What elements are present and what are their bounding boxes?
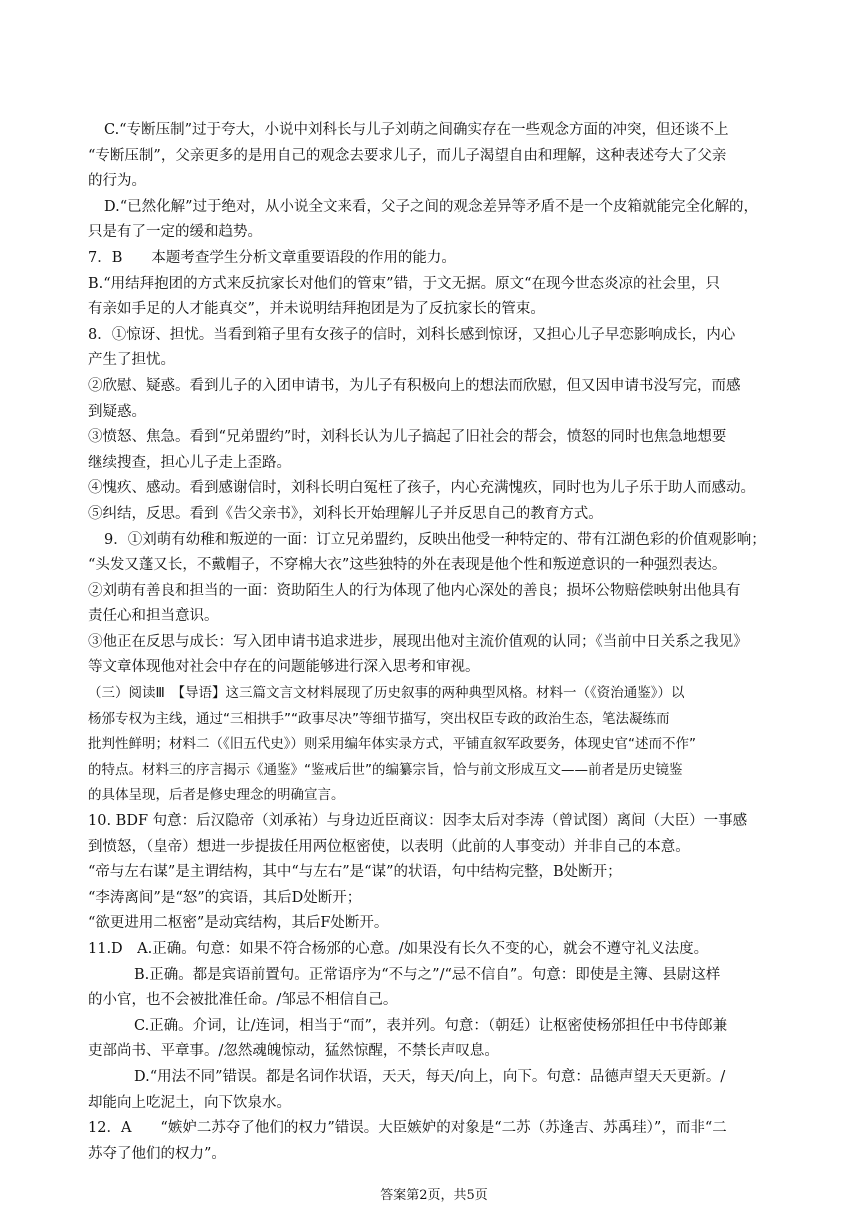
answer-line-8: 8．①惊讶、担忧。当看到箱子里有女孩子的信时，刘科长感到惊讶，又担心儿子早恋影响成长，内心 — [88, 326, 736, 343]
answer-line-7b: B.“用结拜抱团的方式来反抗家长对他们的管束”错，于文无据。原文“在现今世态炎凉的社会里，只 — [88, 275, 720, 292]
answer-line-7b-cont: 有亲如手足的人才能真交”，并未说明结拜抱团是为了反抗家长的管束。 — [88, 301, 545, 318]
answer-line-6d: D.“已然化解”过于绝对，从小说全文来看，父子之间的观念差异等矛盾不是一个皮箱就能完全化解的， — [104, 198, 759, 215]
answer-line-6c-cont: “专断压制”，父亲更多的是用自己的观念去要求儿子，而儿子渴望自由和理解，这种表述夸大了父亲 — [88, 147, 727, 164]
answer-content — [88, 118, 788, 1167]
reading-3-guide-cont: 的特点。材料三的序言揭示《通鉴》“鉴戒后世”的编纂宗旨，恰与前文形成互文——前者是历史镜鉴 — [88, 761, 683, 778]
reading-3-guide-cont: 的具体呈现，后者是修史理念的明确宣言。 — [88, 787, 345, 804]
answer-line-10-cont: 到愤怒，（皇帝）想进一步提拔任用两位枢密使，以表明（此前的人事变动）并非自己的本意。 — [88, 838, 690, 855]
answer-line-9-2: ②刘萌有善良和担当的一面：资助陌生人的行为体现了他内心深处的善良；损坏公物赔偿映射出他具有 — [88, 582, 741, 599]
answer-line-10: 10. BDF 句意：后汉隐帝（刘承祐）与身边近臣商议：因李太后对李涛（曾试图）离间（大臣）一事感 — [88, 813, 748, 830]
answer-line-11b: B.正确。都是宾语前置句。正常语序为“不与之”/“忌不信自”。句意：即使是主簿、县尉这样 — [134, 966, 721, 983]
answer-line-6d-cont: 只是有了一定的缓和趋势。 — [88, 224, 262, 241]
answer-line-8-4: ④愧疚、感动。看到感谢信时，刘科长明白冤枉了孩子，内心充满愧疚，同时也为儿子乐于助人而感动。 — [88, 480, 755, 497]
answer-line-8-cont: 产生了担忧。 — [88, 352, 175, 369]
answer-line-11d: D.“用法不同”错误。都是名词作状语，天天，每天/向上，向下。句意：品德声望天天更新。/ — [134, 1068, 726, 1085]
answer-line-10-f: “欲更进用二枢密”是动宾结构，其后F处断开。 — [88, 915, 389, 932]
answer-line-9: 9．①刘萌有幼稚和叛逆的一面：订立兄弟盟约，反映出他受一种特定的、带有江湖色彩的价值观影响； — [104, 531, 766, 548]
reading-3-guide-cont: 批判性鲜明；材料二（《旧五代史》）则采用编年体实录方式，平铺直叙军政要务，体现史官“述而不作” — [88, 736, 696, 753]
answer-line-11c: C.正确。介词，让/连词，相当于“而”，表并列。句意：（朝廷）让枢密使杨邠担任中书侍郎兼 — [134, 1017, 728, 1034]
answer-line-8-3-cont: 继续搜查，担心儿子走上歪路。 — [88, 454, 291, 471]
answer-line-8-3: ③愤怒、焦急。看到“兄弟盟约”时，刘科长认为儿子搞起了旧社会的帮会，愤怒的同时也焦急地想要 — [88, 429, 727, 446]
answer-line-8-2-cont: 到疑惑。 — [88, 403, 146, 420]
reading-3-guide-cont: 杨邠专权为主线，通过“三相拱手”“政事尽决”等细节描写，突出权臣专政的政治生态，笔法凝练而 — [88, 710, 670, 727]
answer-line-9-2-cont: 责任心和担当意识。 — [88, 608, 219, 625]
answer-line-9-cont: “头发又蓬又长，不戴帽子，不穿棉大衣”这些独特的外在表现是他个性和叛逆意识的一种强烈表达。 — [88, 557, 727, 574]
answer-line-11c-cont: 吏部尚书、平章事。/忽然魂魄惊动，猛然惊醒，不禁长声叹息。 — [88, 1043, 499, 1060]
answer-line-11d-cont: 却能向上吃泥土，向下饮泉水。 — [88, 1094, 291, 1111]
answer-line-6c: C.“专断压制”过于夸大，小说中刘科长与儿子刘萌之间确实存在一些观念方面的冲突，但还谈不上 — [104, 122, 729, 138]
answer-line-6c-cont: 的行为。 — [88, 173, 146, 190]
reading-3-guide: （三）阅读Ⅲ 【导语】这三篇文言文材料展现了历史叙事的两种典型风格。材料一（《资治通鉴》）以 — [88, 685, 685, 702]
answer-line-9-3: ③他正在反思与成长：写入团申请书追求进步，展现出他对主流价值观的认同；《当前中日关系之我见》 — [88, 633, 748, 650]
answer-line-9-3-cont: 等文章体现他对社会中存在的问题能够进行深入思考和审视。 — [88, 659, 480, 676]
answer-line-12: 12．A “嫉妒二苏夺了他们的权力”错误。大臣嫉妒的对象是“二苏（苏逢吉、苏禹珪）”，而非“二 — [88, 1120, 727, 1137]
answer-line-8-5: ⑤纠结，反思。看到《告父亲书》，刘科长开始理解儿子并反思自己的教育方式。 — [88, 505, 603, 522]
answer-line-11b-cont: 的小官，也不会被批准任命。/邹忌不相信自己。 — [88, 992, 398, 1009]
answer-line-8-2: ②欣慰、疑惑。看到儿子的入团申请书，为儿子有积极向上的想法而欣慰，但又因申请书没写完，而感 — [88, 377, 741, 394]
answer-line-10-b: “帝与左右谋”是主谓结构，其中“与左右”是“谋”的状语，句中结构完整，B处断开； — [88, 864, 622, 881]
page-footer: 答案第2页，共5页 — [380, 1188, 488, 1203]
answer-line-12-cont: 苏夺了他们的权力”。 — [88, 1145, 226, 1162]
answer-line-7: 7．B 本题考查学生分析文章重要语段的作用的能力。 — [88, 249, 456, 266]
answer-line-11a: 11.D A.正确。句意：如果不符合杨邠的心意。/如果没有长久不变的心，就会不遵守礼义法度。 — [88, 941, 709, 957]
answer-line-10-d: “李涛离间”是“怒”的宾语，其后D处断开； — [88, 889, 362, 906]
